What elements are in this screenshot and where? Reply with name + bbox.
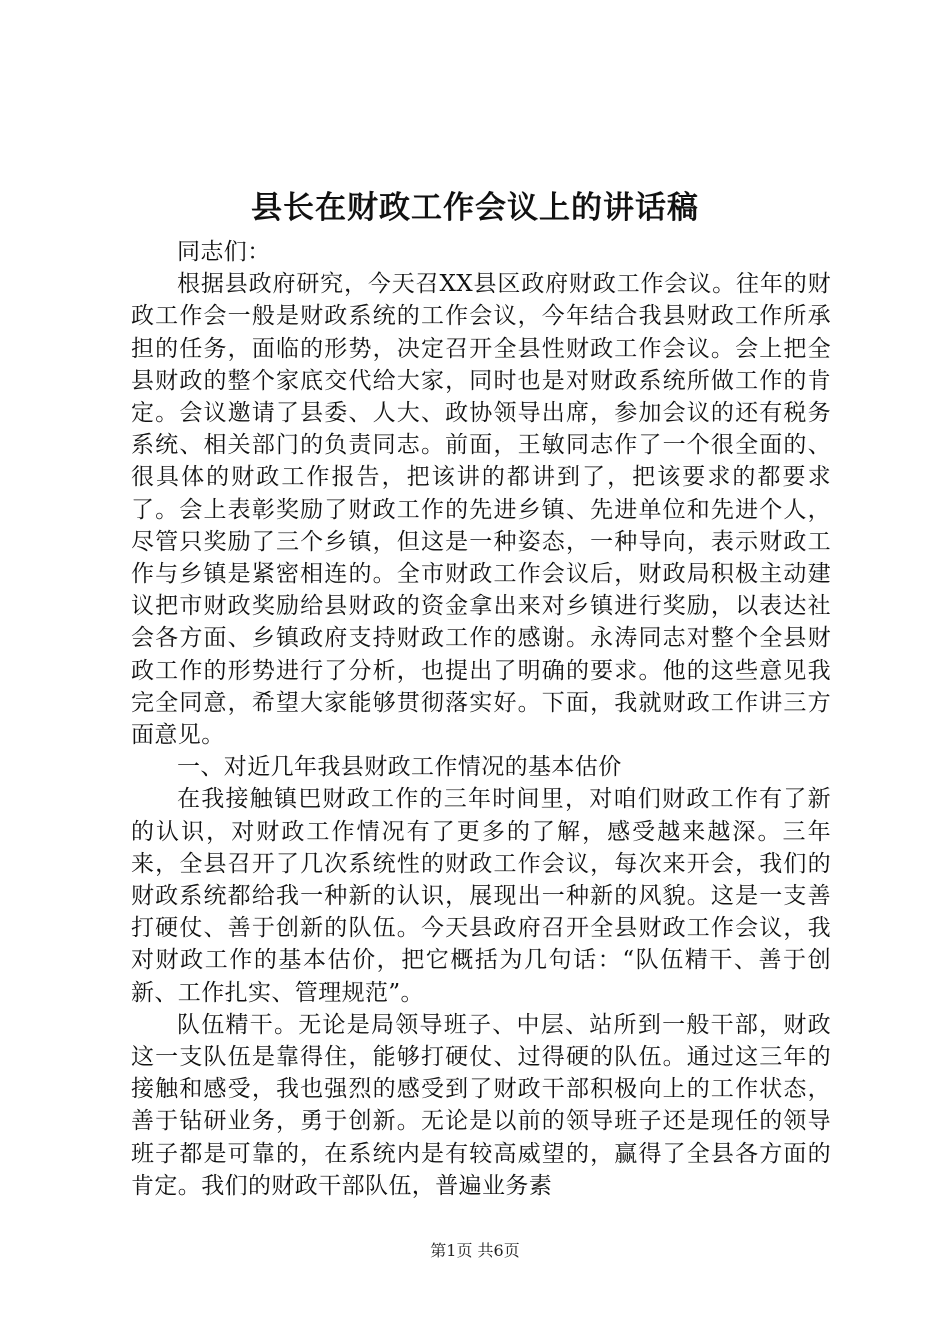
section-heading: 一、对近几年我县财政工作情况的基本估价 — [177, 754, 622, 781]
paragraph-team: 队伍精干。无论是局领导班子、中层、站所到一般干部，财政这一支队伍是靠得住，能够打硬仗、过得硬的队伍。通过这三年的接触和感受，我也强烈的感受到了财政干部积极向上的工作状态，善于钻研业务，勇于创新。无论是以前的领导班子还是现任的领导班子都是可靠的，在系统内是有较高威望的，赢得了全县各方面的肯定。我们的财政干部队伍，普遍业务素 — [131, 1011, 831, 1199]
salutation: 同志们： — [177, 239, 271, 265]
document-title: 县长在财政工作会议上的讲话稿 — [251, 190, 699, 226]
document-body — [131, 236, 831, 1202]
paragraph-intro: 根据县政府研究，今天召XX县区政府财政工作会议。往年的财政工作会一般是财政系统的工作会议，今年结合我县财政工作所承担的任务，面临的形势，决定召开全县性财政工作会议。会上把全县财政的整个家底交代给大家，同时也是对财政系统所做工作的肯定。会议邀请了县委、人大、政协领导出席，参加会议的还有税务系统、相关部门的负责同志。前面，王敏同志作了一个很全面的、很具体的财政工作报告，把该讲的都讲到了，把该要求的都要求了。会上表彰奖励了财政工作的先进乡镇、先进单位和先进个人，尽管只奖励了三个乡镇，但这是一种姿态，一种导向，表示财政工作与乡镇是紧密相连的。全市财政工作会议后，财政局积极主动建议把市财政奖励给县财政的资金拿出来对乡镇进行奖励，以表达社会各方面、乡镇政府支持财政工作的感谢。永涛同志对整个全县财政工作的形势进行了分析，也提出了明确的要求。他的这些意见我完全同意，希望大家能够贯彻落实好。下面，我就财政工作讲三方面意见。 — [131, 271, 831, 749]
page-number: 第1页 共6页 — [430, 1241, 520, 1260]
paragraph-assessment: 在我接触镇巴财政工作的三年时间里，对咱们财政工作有了新的认识，对财政工作情况有了更多的了解，感受越来越深。三年来，全县召开了几次系统性的财政工作会议，每次来开会，我们的财政系统都给我一种新的认识，展现出一种新的风貌。这是一支善打硬仗、善于创新的队伍。今天县政府召开全县财政工作会议，我对财政工作的基本估价，把它概括为几句话：“队伍精干、善于创新、工作扎实、管理规范”。 — [131, 786, 831, 1006]
